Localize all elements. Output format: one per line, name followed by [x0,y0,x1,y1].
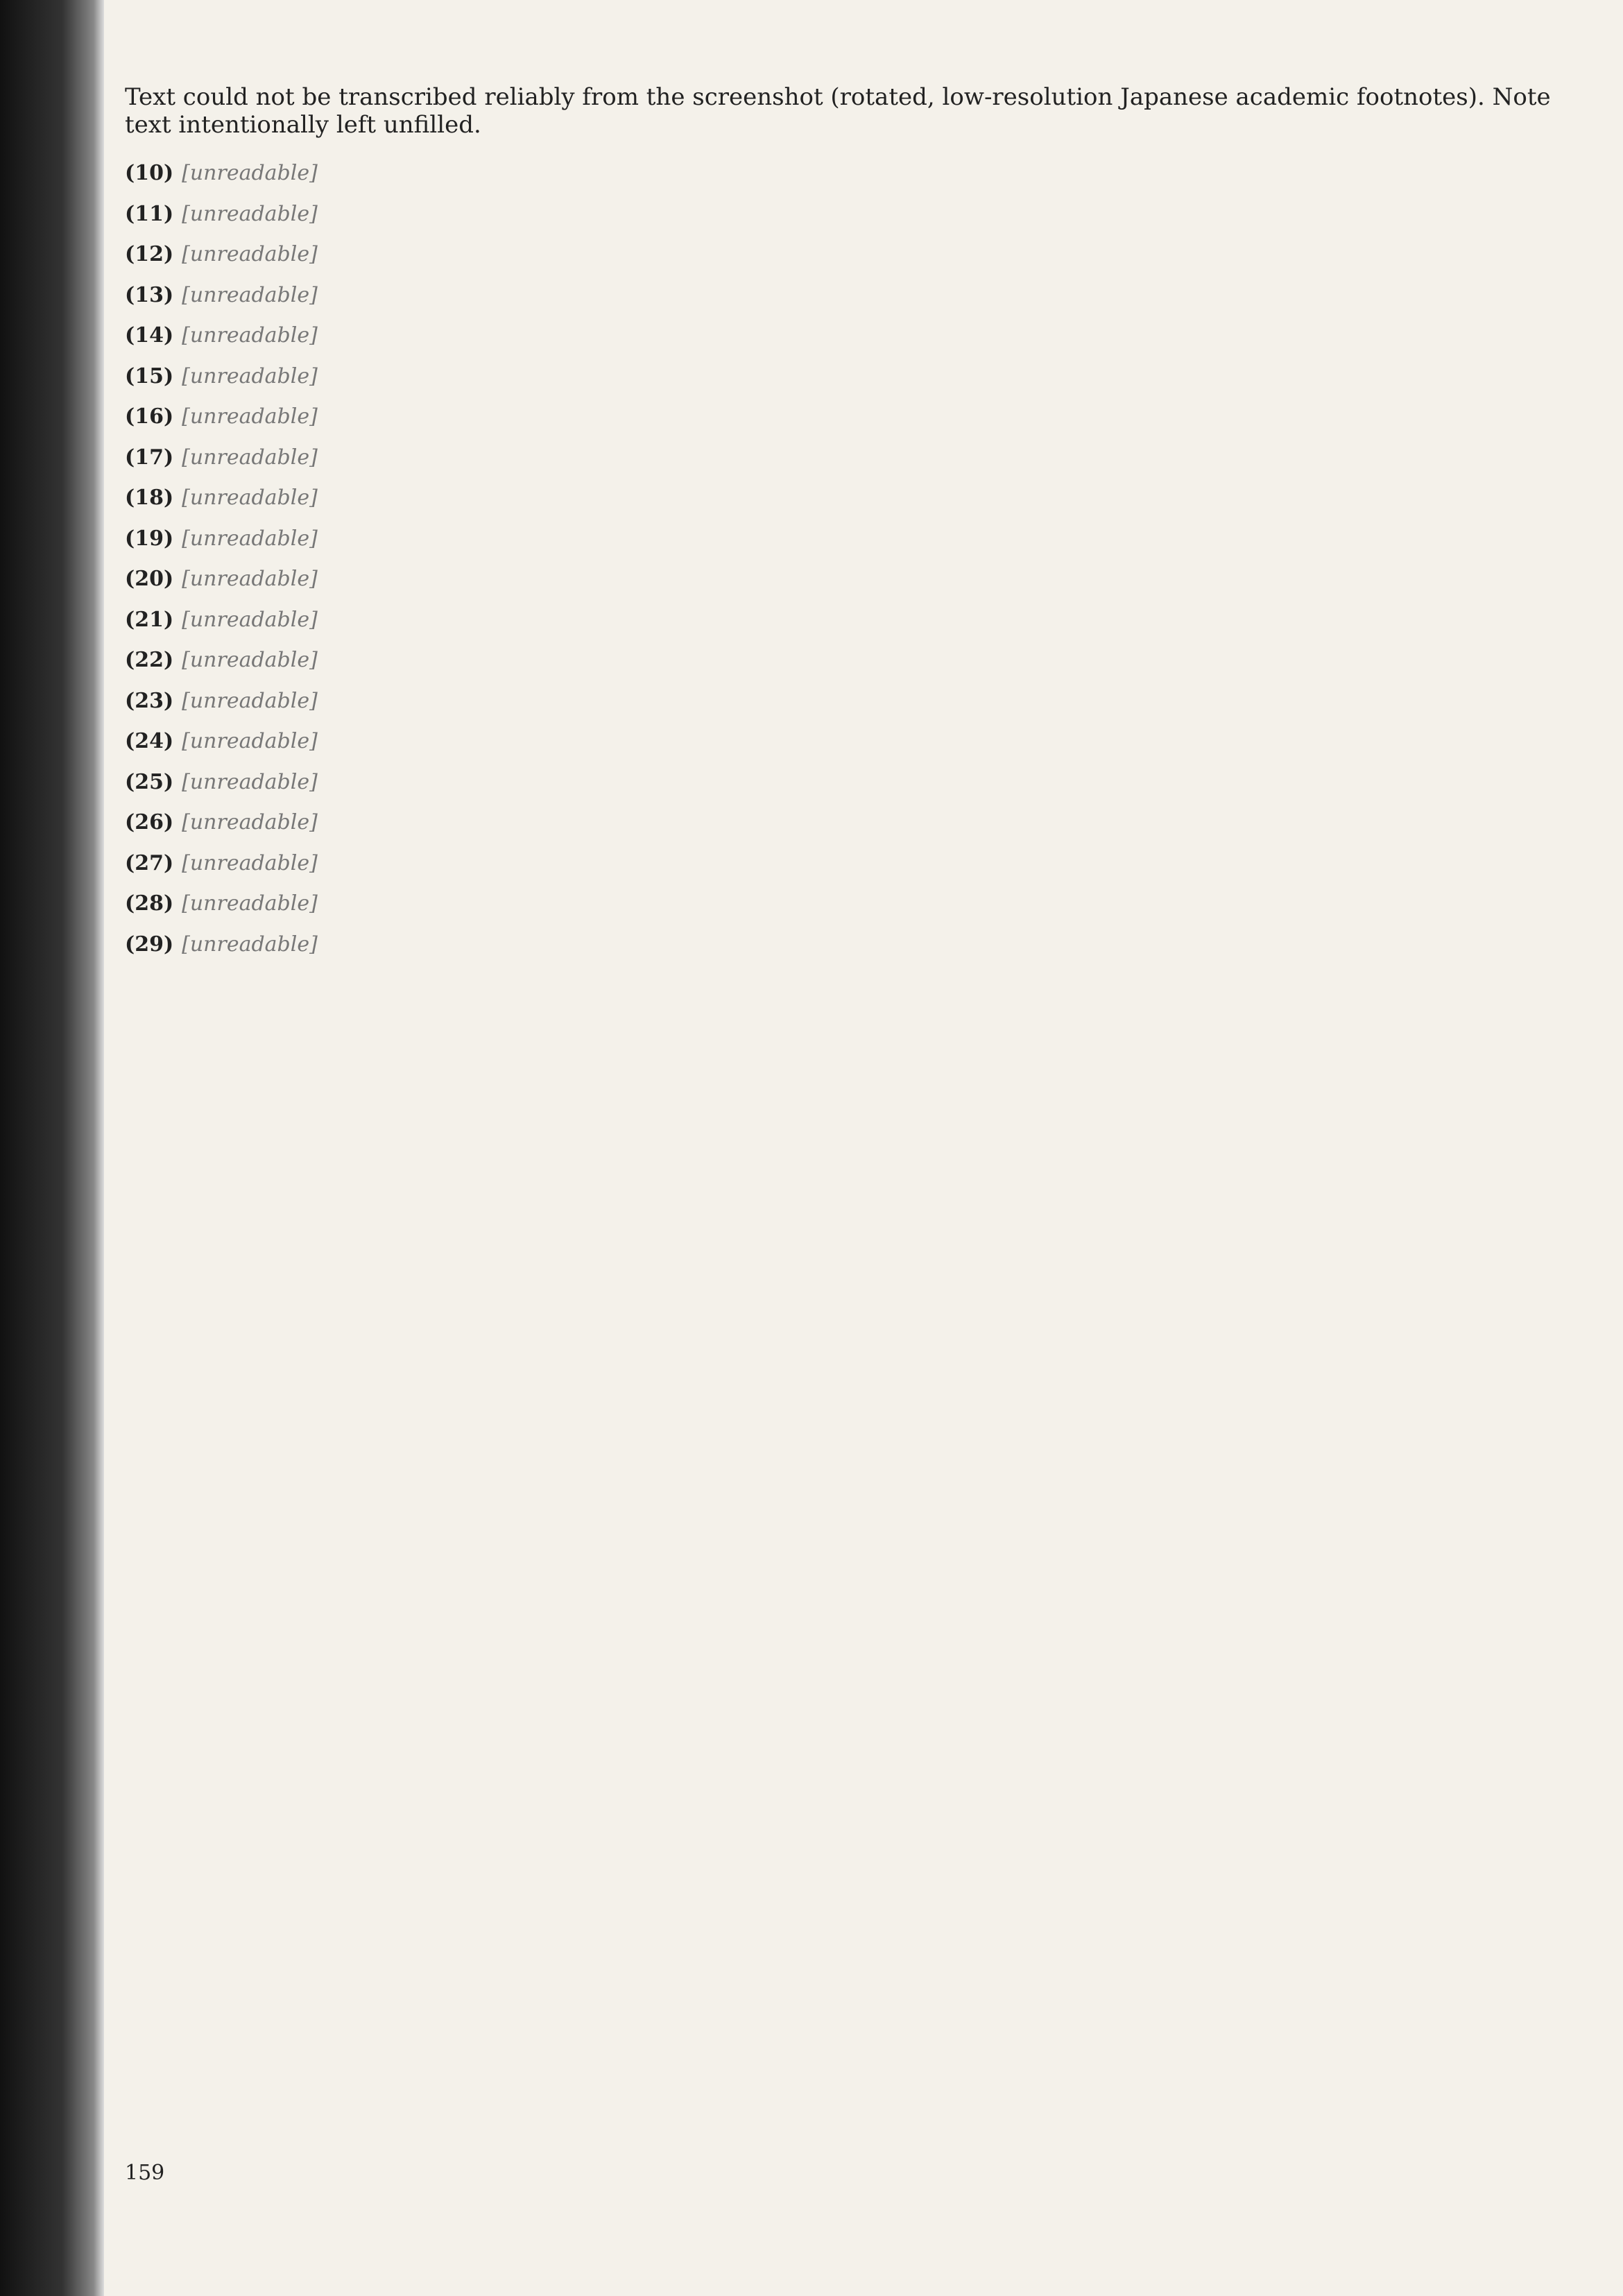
footnote-number: (12) [125,242,174,266]
footnote [125,728,1554,756]
footnote-text: [unreadable] [182,486,318,510]
footnote-list [125,160,1554,959]
footnote [125,322,1554,350]
footnote [125,403,1554,431]
footnote-text: [unreadable] [182,932,318,957]
footnote-text: [unreadable] [182,201,318,226]
footnote-text: [unreadable] [182,810,318,834]
footnote-text: [unreadable] [182,363,318,388]
footnote-number: (29) [125,932,174,957]
footnote-number: (20) [125,567,174,591]
footnote-text: [unreadable] [182,850,318,875]
footnote [125,160,1554,188]
footnote-number: (19) [125,526,174,551]
footnote-text: [unreadable] [182,445,318,470]
footnote [125,931,1554,959]
footnote-number: (23) [125,688,174,713]
footnote-number: (17) [125,445,174,470]
footnote-text: [unreadable] [182,729,318,753]
footnote [125,444,1554,472]
footnote-number: (14) [125,323,174,348]
footnote-number: (21) [125,607,174,632]
footnote [125,565,1554,594]
scan-shadow-edge [0,0,104,2296]
footnote-text: [unreadable] [182,282,318,307]
footnote-text: [unreadable] [182,526,318,551]
footnote-text: [unreadable] [182,769,318,794]
footnote [125,890,1554,918]
footnote-number: (24) [125,729,174,753]
footnote-number: (28) [125,891,174,916]
footnote-text: [unreadable] [182,648,318,672]
footnote-number: (16) [125,404,174,429]
footnote [125,850,1554,878]
footnote [125,809,1554,837]
footnote-number: (15) [125,363,174,388]
footnote [125,200,1554,229]
footnote-text: [unreadable] [182,323,318,348]
footnote-number: (18) [125,486,174,510]
footnote [125,241,1554,269]
document-page [125,83,1554,2213]
page-number: 159 [125,2161,165,2185]
footnote-number: (22) [125,648,174,672]
footnote [125,687,1554,716]
footnote-number: (10) [125,161,174,185]
footnote-number: (27) [125,850,174,875]
footnote-text: [unreadable] [182,404,318,429]
footnote-text: [unreadable] [182,688,318,713]
footnote [125,484,1554,513]
footnote-text: [unreadable] [182,607,318,632]
footnote [125,769,1554,797]
footnote-text: [unreadable] [182,891,318,916]
transcription-notice: Text could not be transcribed reliably from the screenshot (rotated, low-resolution Japanese academic footnotes). Note text intentionally left unfilled. [125,83,1551,139]
footnote-number: (13) [125,282,174,307]
footnote [125,282,1554,310]
footnote-text: [unreadable] [182,161,318,185]
footnote [125,525,1554,554]
footnote [125,363,1554,391]
footnote-number: (25) [125,769,174,794]
footnote-text: [unreadable] [182,567,318,591]
footnote [125,606,1554,635]
footnote [125,646,1554,675]
footnote-number: (11) [125,201,174,226]
footnote-text: [unreadable] [182,242,318,266]
footnote-number: (26) [125,810,174,834]
